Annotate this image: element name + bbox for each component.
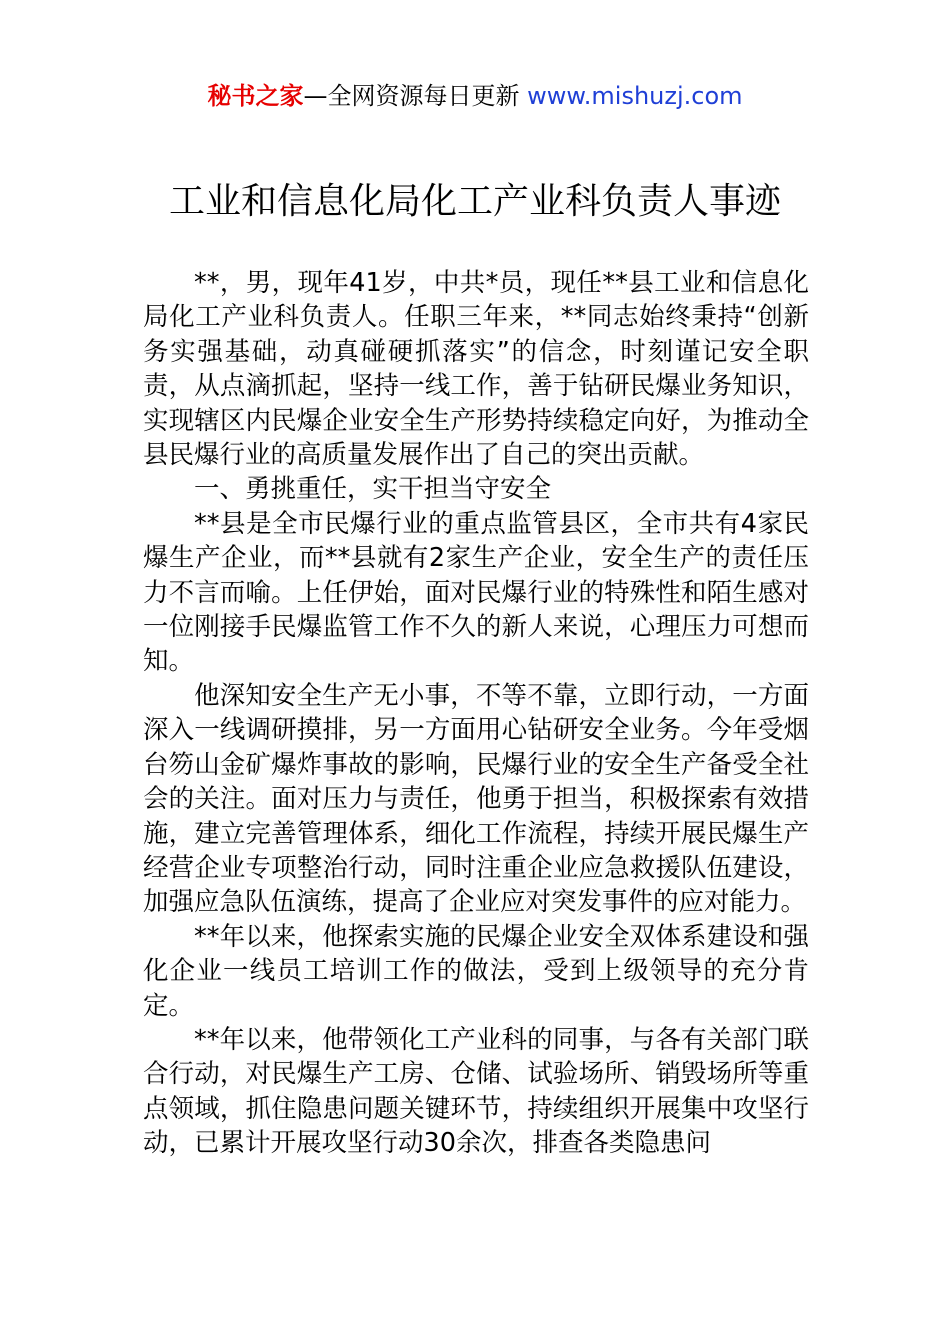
paragraph: **年以来，他探索实施的民爆企业安全双体系建设和强化企业一线员工培训工作的做法，受到上级领导的充分肯定。 [143,921,809,1021]
section-heading-1: 一、勇挑重任，实干担当守安全 [194,474,552,505]
paragraph: 他深知安全生产无小事，不等不靠，立即行动，一方面深入一线调研摸排，另一方面用心钻研安全业务。今年受烟台笏山金矿爆炸事故的影响，民爆行业的安全生产备受全社会的关注。面对压力与责任，他勇于担当，积极探索有效措施，建立完善管理体系，细化工作流程，持续开展民爆生产经营企业专项整治行动，同时注重企业应急救援队伍建设，加强应急队伍演练，提高了企业应对突发事件的应对能力。 [143,680,809,918]
document-body [143,266,809,1161]
site-banner [0,80,950,112]
site-brand: 秘书之家 [207,82,304,110]
site-tagline: —全网资源每日更新 [303,82,528,110]
paragraph: **县是全市民爆行业的重点监管县区，全市共有4家民爆生产企业，而**县就有2家生产企业，安全生产的责任压力不言而喻。上任伊始，面对民爆行业的特殊性和陌生感对一位刚接手民爆监管工作不久的新人来说，心理压力可想而知。 [143,508,809,677]
paragraph: **年以来，他带领化工产业科的同事，与各有关部门联合行动，对民爆生产工房、仓储、试验场所、销毁场所等重点领域，抓住隐患问题关键环节，持续组织开展集中攻坚行动，已累计开展攻坚行动30余次，排查各类隐患问 [143,1024,809,1159]
paragraph-intro: **，男，现年41岁，中共*员，现任**县工业和信息化局化工产业科负责人。任职三年来，**同志始终秉持“创新务实强基础，动真碰硬抓落实”的信念，时刻谨记安全职责，从点滴抓起，坚持一线工作，善于钻研民爆业务知识，实现辖区内民爆企业安全生产形势持续稳定向好，为推动全县民爆行业的高质量发展作出了自己的突出贡献。 [143,268,809,471]
document-title: 工业和信息化局化工产业科负责人事迹 [168,181,781,222]
site-url[interactable]: www.mishuzj.com [527,82,743,110]
